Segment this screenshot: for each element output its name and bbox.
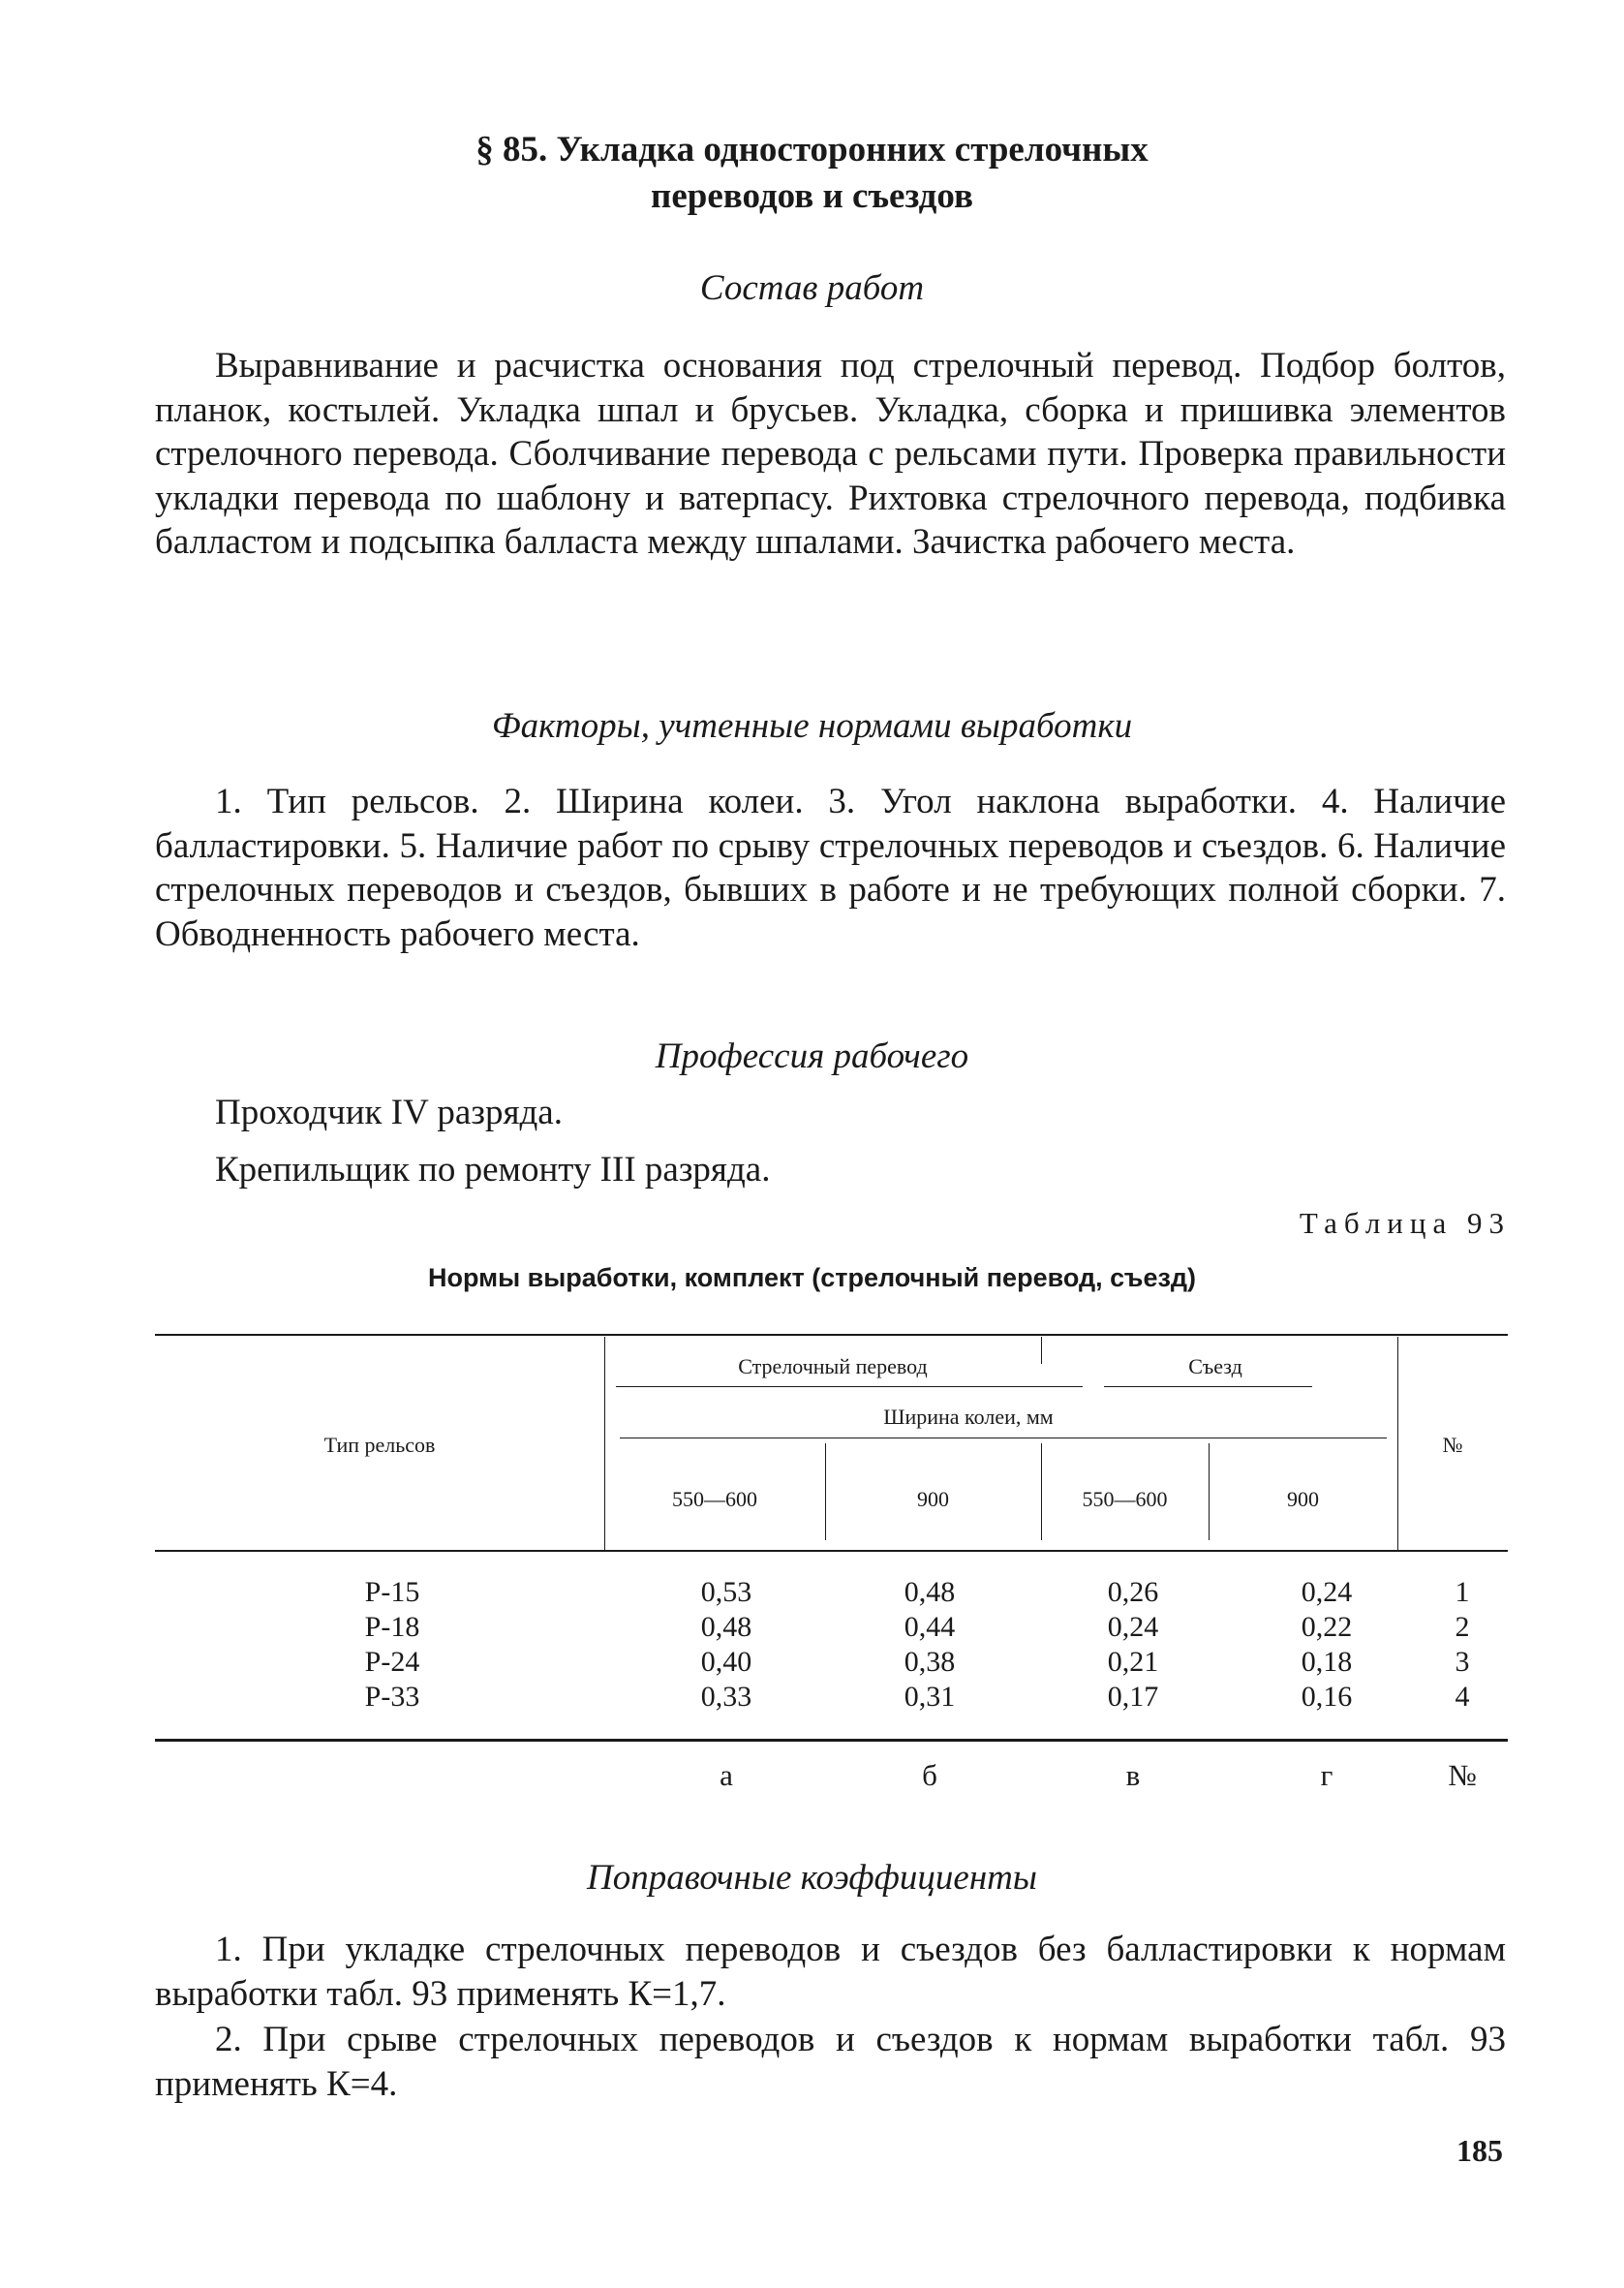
cell-n: 1 <box>1455 1576 1470 1608</box>
header-number: № <box>1442 1433 1463 1457</box>
cell-n: 2 <box>1455 1611 1470 1643</box>
header-crossover: Съезд <box>1188 1354 1242 1378</box>
header-col-c: 550—600 <box>1082 1487 1168 1511</box>
cell-b: 0,38 <box>904 1646 956 1678</box>
table-switch-underline <box>616 1386 1083 1387</box>
footer-col-a: а <box>720 1758 733 1792</box>
header-gauge: Ширина колеи, мм <box>883 1405 1054 1429</box>
section-title-line1: § 85. Укладка односторонних стрелочных <box>475 130 1149 170</box>
cell-a: 0,53 <box>700 1576 752 1608</box>
header-rail-type: Тип рельсов <box>323 1433 436 1457</box>
header-switch: Стрелочный перевод <box>738 1354 928 1378</box>
table-vline-switch-split <box>1041 1337 1042 1364</box>
work-composition-text: Выравнивание и расчистка основания под стрелочный перевод. Подбор болтов, планок, костылей. Укладка шпал и брусьев. Укладка, сборка и пришивка элементов стрелочного перевода. Сболчивание перевода с рельсами пути. Проверка правильности укладки перевода по шаблону и ватерпасу. Рихтовка стрелочного перевода, подбивка балластом и подсыпка балласта между шпалами. Зачистка рабочего места. <box>155 346 1506 562</box>
cell-c: 0,17 <box>1107 1681 1159 1713</box>
cell-c: 0,26 <box>1107 1576 1159 1608</box>
table-title: Нормы выработки, комплект (стрелочный перевод, съезд) <box>427 1263 1197 1292</box>
cell-d: 0,18 <box>1301 1646 1353 1678</box>
cell-b: 0,44 <box>904 1611 956 1643</box>
table-top-rule <box>155 1334 1508 1336</box>
table-header-rule <box>155 1550 1508 1552</box>
work-composition-heading: Состав работ <box>699 268 925 308</box>
footer-col-c: в <box>1125 1758 1141 1792</box>
profession-heading: Профессия рабочего <box>655 1036 969 1076</box>
cell-n: 4 <box>1455 1681 1470 1713</box>
cell-rail: Р-33 <box>364 1681 420 1713</box>
header-col-b: 900 <box>917 1487 949 1511</box>
header-col-a: 550—600 <box>672 1487 757 1511</box>
page-number: 185 <box>1456 2133 1503 2168</box>
table-crossover-underline <box>1104 1386 1312 1387</box>
coefficient-item-1: 1. При укладке стрелочных переводов и съездов без балластировки к нормам выработки табл. 93 применять К=1,7. <box>155 1930 1506 2014</box>
cell-rail: Р-24 <box>364 1646 420 1678</box>
cell-n: 3 <box>1455 1646 1470 1678</box>
header-col-d: 900 <box>1287 1487 1319 1511</box>
footer-col-d: г <box>1320 1758 1333 1792</box>
cell-b: 0,31 <box>904 1681 956 1713</box>
profession-line2: Крепильщик по ремонту III разряда. <box>215 1150 771 1190</box>
cell-c: 0,24 <box>1107 1611 1159 1643</box>
cell-a: 0,33 <box>700 1681 752 1713</box>
footer-col-b: б <box>922 1758 937 1792</box>
cell-d: 0,24 <box>1301 1576 1353 1608</box>
factors-text: 1. Тип рельсов. 2. Ширина колеи. 3. Угол наклона выработки. 4. Наличие балластировки. 5. Наличие работ по срыву стрелочных переводов и съездов. 6. Наличие стрелочных переводов и съездов, бывших в работе и не требующих полной сборки. 7. Обводненность рабочего места. <box>155 782 1506 954</box>
coefficient-item-2: 2. При срыве стрелочных переводов и съездов к нормам выработки табл. 93 применять К=4. <box>155 2020 1506 2104</box>
cell-d: 0,22 <box>1301 1611 1353 1643</box>
cell-rail: Р-18 <box>364 1611 420 1643</box>
profession-line1: Проходчик IV разряда. <box>215 1093 563 1132</box>
cell-a: 0,40 <box>700 1646 752 1678</box>
coefficients-heading: Поправочные коэффициенты <box>587 1858 1037 1898</box>
table-bottom-rule <box>155 1739 1508 1742</box>
footer-col-n: № <box>1448 1758 1477 1792</box>
table-vline-1 <box>604 1337 605 1552</box>
section-title-line2: переводов и съездов <box>651 176 973 216</box>
cell-d: 0,16 <box>1301 1681 1353 1713</box>
table-label: Таблица 93 <box>1299 1206 1511 1240</box>
cell-b: 0,48 <box>904 1576 956 1608</box>
factors-heading: Факторы, учтенные нормами выработки <box>491 706 1133 746</box>
cell-c: 0,21 <box>1107 1646 1159 1678</box>
cell-a: 0,48 <box>700 1611 752 1643</box>
cell-rail: Р-15 <box>364 1576 420 1608</box>
